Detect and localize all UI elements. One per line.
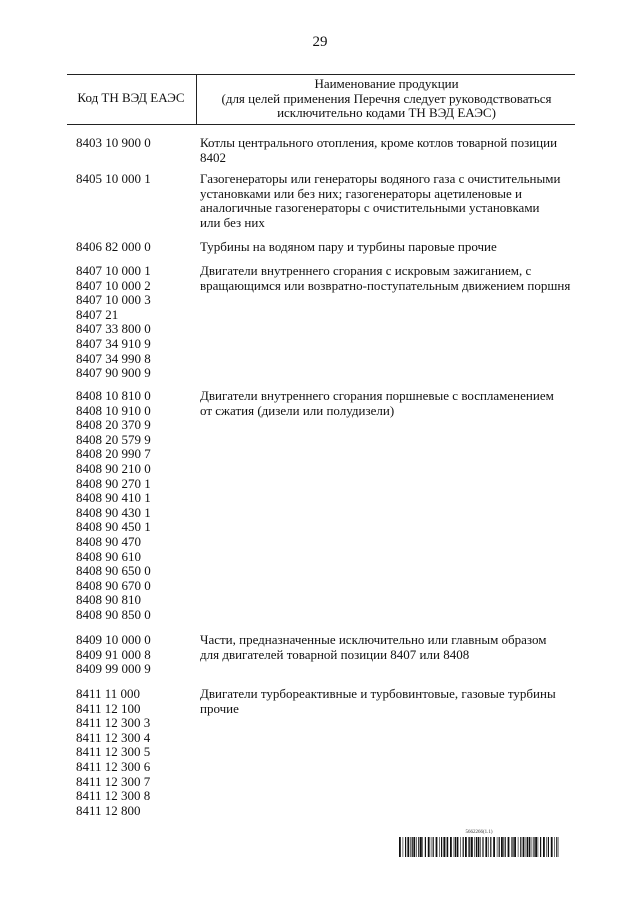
product-description	[200, 687, 576, 716]
barcode-bar	[508, 837, 510, 857]
barcode-bar	[413, 837, 415, 857]
hs-code: 8411 12 300 5	[76, 744, 151, 760]
product-description	[200, 240, 576, 255]
hs-code: 8409 91 000 8	[76, 646, 151, 662]
document-stamp-number: 5662266(1.1)	[465, 830, 493, 835]
barcode-bar	[418, 837, 419, 857]
barcode-image	[399, 837, 559, 857]
hs-code: 8407 10 000 3	[76, 292, 151, 308]
hs-code: 8407 34 990 8	[76, 350, 151, 366]
code-list	[76, 136, 191, 151]
hs-code: 8407 33 800 0	[76, 321, 151, 337]
hs-code: 8408 10 910 0	[76, 402, 151, 418]
barcode-bar	[520, 837, 521, 857]
description-line: 8402	[200, 149, 226, 165]
header-name-column	[198, 77, 575, 121]
barcode-bar	[457, 837, 459, 857]
hs-code: 8407 21	[76, 306, 119, 322]
barcode-bar	[488, 837, 489, 857]
hs-code: 8408 90 810	[76, 592, 141, 608]
hs-code: 8411 12 300 7	[76, 773, 151, 789]
code-list	[76, 240, 191, 255]
barcode-bar	[497, 837, 498, 857]
header-column-separator	[196, 74, 197, 124]
description-line: или без них	[200, 214, 265, 230]
barcode-bar	[399, 837, 401, 857]
hs-code: 8408 90 270 1	[76, 475, 151, 491]
barcode-bar	[468, 837, 469, 857]
description-line: Двигатели турбореактивные и турбовинтовые, газовые турбины	[200, 686, 556, 701]
code-list	[76, 687, 191, 818]
page-number: 29	[312, 34, 328, 50]
barcode-bar	[511, 837, 512, 857]
barcode-bar	[443, 837, 445, 857]
description-line: вращающимся или возвратно-поступательным движением поршня	[200, 277, 571, 293]
barcode-bar	[455, 837, 456, 857]
hs-code: 8403 10 900 0	[76, 135, 151, 150]
barcode-bar	[548, 837, 549, 857]
hs-code: 8411 12 300 8	[76, 788, 151, 804]
description-line: Двигатели внутреннего сгорания поршневые с воспламенением	[200, 388, 554, 403]
header-code-column: Код ТН ВЭД ЕАЭС	[77, 90, 185, 105]
barcode-bar	[499, 837, 500, 857]
code-list	[76, 172, 191, 187]
barcode-bar	[420, 837, 422, 857]
barcode-bar	[454, 837, 455, 857]
code-list	[76, 633, 191, 677]
hs-code: 8408 90 410 1	[76, 490, 151, 506]
hs-code: 8411 12 100	[76, 700, 141, 716]
hs-code: 8407 34 910 9	[76, 335, 151, 351]
hs-code: 8411 12 800	[76, 802, 141, 818]
product-description	[200, 172, 576, 230]
description-line: от сжатия (дизели или полудизели)	[200, 402, 395, 418]
product-description	[200, 136, 576, 165]
barcode-bar	[416, 837, 417, 857]
product-description	[200, 633, 576, 662]
barcode-bar	[474, 837, 475, 857]
barcode-bar	[543, 837, 545, 857]
description-line: Двигатели внутреннего сгорания с искровым зажиганием, с	[200, 263, 532, 278]
barcode-bar	[529, 837, 531, 857]
barcode-bar	[533, 837, 534, 857]
hs-code: 8409 10 000 0	[76, 632, 151, 647]
code-list	[76, 389, 191, 623]
barcode-bar	[441, 837, 442, 857]
description-line: установками или без них; газогенераторы ацетиленовые и	[200, 185, 522, 201]
barcode-bar	[450, 837, 452, 857]
hs-code: 8408 90 470	[76, 533, 141, 549]
hs-code: 8411 12 300 4	[76, 729, 151, 745]
barcode-bar	[436, 837, 438, 857]
barcode-bar	[476, 837, 477, 857]
description-line: Турбины на водяном пару и турбины паровые прочие	[200, 239, 497, 254]
header-bottom-rule	[67, 124, 575, 125]
hs-code: 8408 90 670 0	[76, 577, 151, 593]
barcode-bar	[425, 837, 426, 857]
barcode-bar	[412, 837, 413, 857]
description-line: Котлы центрального отопления, кроме котлов товарной позиции	[200, 135, 558, 150]
hs-code: 8408 20 370 9	[76, 417, 151, 433]
hs-code: 8408 90 450 1	[76, 519, 151, 535]
barcode-bar	[471, 837, 473, 857]
description-line: Части, предназначенные исключительно или главным образом	[200, 632, 547, 647]
barcode-bar	[554, 837, 555, 857]
hs-code: 8411 12 300 3	[76, 715, 151, 731]
barcode-bar	[540, 837, 541, 857]
description-line: Газогенераторы или генераторы водяного газа с очистительными	[200, 171, 561, 186]
hs-code: 8405 10 000 1	[76, 171, 151, 186]
header-name-line: исключительно кодами ТН ВЭД ЕАЭС)	[277, 105, 496, 120]
hs-code: 8411 11 000	[76, 686, 141, 701]
hs-code: 8407 10 000 1	[76, 263, 151, 278]
description-line: прочие	[200, 700, 239, 716]
barcode-bar	[482, 837, 483, 857]
barcode-bar	[501, 837, 503, 857]
hs-code: 8407 90 900 9	[76, 365, 151, 381]
barcode-bar	[493, 837, 495, 857]
header-name-line: (для целей применения Перечня следует руководствоваться	[221, 90, 552, 106]
barcode-bar	[485, 837, 487, 857]
hs-code: 8408 20 579 9	[76, 431, 151, 447]
barcode-bar	[556, 837, 557, 857]
barcode-bar	[410, 837, 411, 857]
barcode-bar	[405, 837, 406, 857]
barcode-bar	[512, 837, 513, 857]
header-top-rule	[67, 74, 575, 75]
barcode-bar	[505, 837, 506, 857]
hs-code: 8411 12 300 6	[76, 758, 151, 774]
product-description	[200, 264, 576, 293]
barcode-bar	[460, 837, 461, 857]
barcode-bar	[439, 837, 440, 857]
description-line: для двигателей товарной позиции 8407 или 8408	[200, 646, 470, 662]
barcode-bar	[490, 837, 491, 857]
header-name-line: Наименование продукции	[314, 76, 459, 91]
barcode-bar	[447, 837, 448, 857]
barcode-bar	[546, 837, 547, 857]
hs-code: 8408 10 810 0	[76, 388, 151, 403]
barcode-bar	[428, 837, 430, 857]
barcode-bar	[551, 837, 553, 857]
barcode-bar	[422, 837, 423, 857]
barcode-bar	[535, 837, 537, 857]
description-line: аналогичные газогенераторы с очистительными установками	[200, 200, 540, 216]
barcode-bar	[478, 837, 480, 857]
barcode-bar	[532, 837, 533, 857]
barcode-bar	[469, 837, 470, 857]
barcode-bar	[431, 837, 432, 857]
hs-code: 8408 90 210 0	[76, 460, 151, 476]
barcode-bar	[403, 837, 404, 857]
barcode-bar	[527, 837, 528, 857]
hs-code: 8408 90 430 1	[76, 504, 151, 520]
hs-code: 8408 20 990 7	[76, 446, 151, 462]
hs-code: 8408 90 610	[76, 548, 141, 564]
hs-code: 8408 90 650 0	[76, 563, 151, 579]
barcode-bar	[465, 837, 467, 857]
hs-code: 8409 99 000 9	[76, 661, 151, 677]
barcode-bar	[526, 837, 527, 857]
barcode-bar	[538, 837, 539, 857]
hs-code: 8407 10 000 2	[76, 277, 151, 293]
hs-code: 8406 82 000 0	[76, 239, 151, 254]
hs-code: 8408 90 850 0	[76, 606, 151, 622]
barcode-bar	[407, 837, 409, 857]
barcode-bar	[514, 837, 516, 857]
barcode-bar	[463, 837, 464, 857]
barcode-bar	[433, 837, 434, 857]
code-list	[76, 264, 191, 381]
product-description	[200, 389, 576, 418]
barcode-bar	[518, 837, 519, 857]
barcode-bar	[446, 837, 447, 857]
barcode-bar	[503, 837, 504, 857]
barcode-bar	[480, 837, 481, 857]
barcode-bar	[523, 837, 525, 857]
